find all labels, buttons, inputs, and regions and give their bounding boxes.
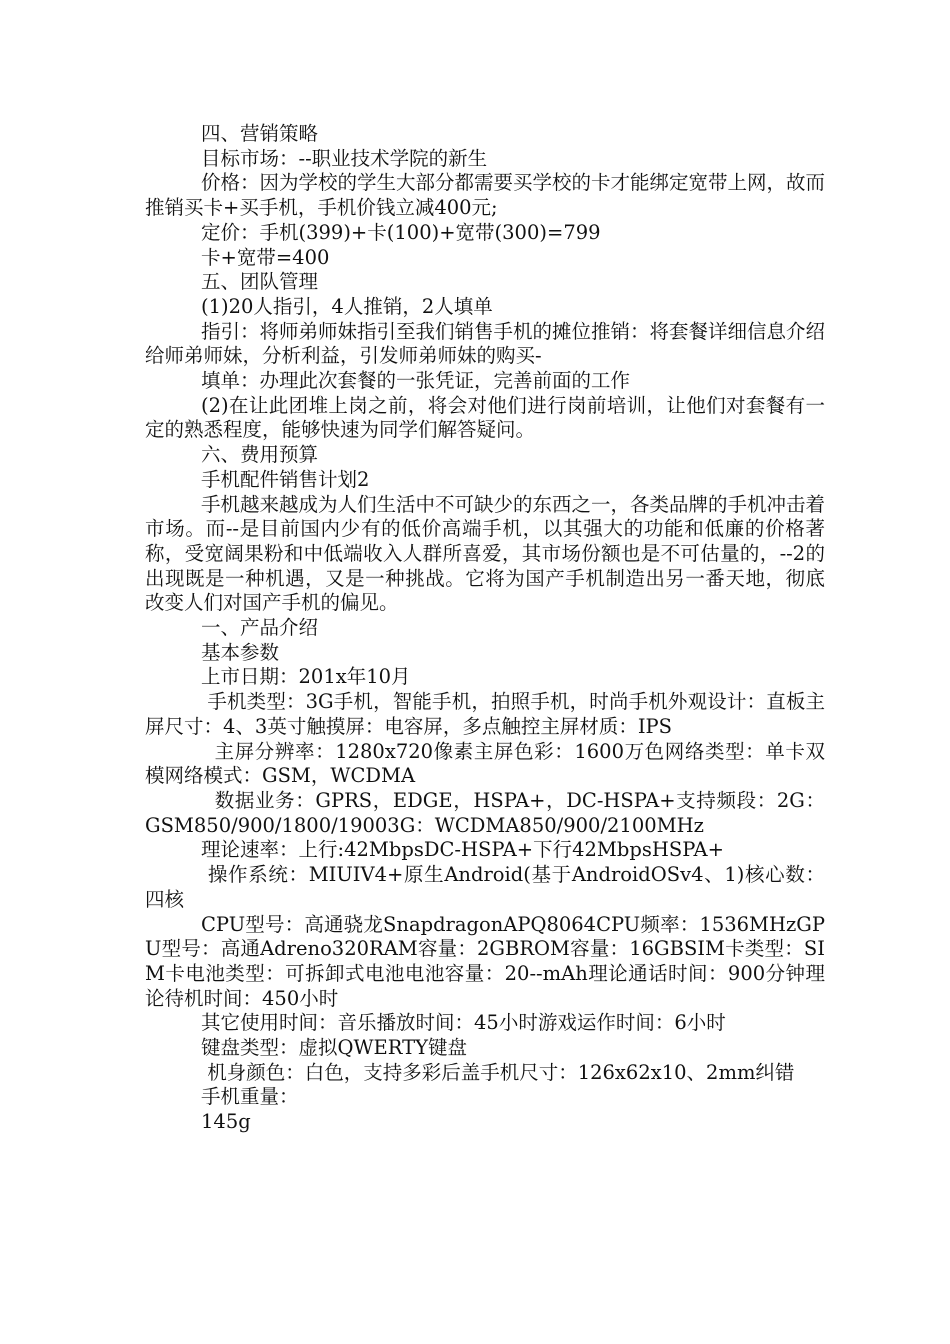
form-duty: 填单：办理此次套餐的一张凭证，完善前面的工作 [201,369,631,393]
price-paragraph: 价格：因为学校的学生大部分都需要买学校的卡才能绑定宽带上网，故而推销买卡+买手机，手机价钱立减400元; [145,171,826,220]
team-allocation: (1)20人指引，4人推销，2人填单 [201,294,493,318]
target-market: 目标市场：--职业技术学院的新生 [201,146,488,170]
heading-marketing-strategy: 四、营销策略 [201,122,319,145]
document-page [145,122,825,1135]
heading-budget: 六、费用预算 [201,443,319,467]
cpu-spec: CPU型号：高通骁龙SnapdragonAPQ8064CPU频率：1536MHzGPU型号：高通Adreno320RAM容量：2GBROM容量：16GBSIM卡类型：SIM卡电池类型：可拆卸式电池电池容量：20--mAh理论通话时间：900分钟理论待机时间：450小时 [145,912,825,1010]
card-broadband-price: 卡+宽带=400 [201,245,330,269]
os-spec: 操作系统：MIUIV4+原生Android(基于AndroidOSv4、1)核心数：四核 [145,863,825,911]
release-date: 上市日期：201x年10月 [201,665,411,689]
heading-product-intro: 一、产品介绍 [201,616,319,640]
heading-basic-params: 基本参数 [201,640,280,664]
keyboard-spec: 键盘类型：虚拟QWERTY键盘 [201,1036,467,1060]
data-service-spec: 数据业务：GPRS，EDGE，HSPA+，DC-HSPA+支持频段：2G：GSM850/900/1800/19003G：WCDMA850/900/2100MHz [145,788,825,837]
training-paragraph: (2)在让此团堆上岗之前，将会对他们进行岗前培训，让他们对套餐有一定的熟悉程度，能够快速为同学们解答疑问。 [145,393,825,442]
resolution-spec: 主屏分辨率：1280x720像素主屏色彩：1600万色网络类型：单卡双模网络模式：GSM，WCDMA [145,739,825,788]
heading-team-management: 五、团队管理 [201,270,319,294]
usage-time-spec: 其它使用时间：音乐播放时间：45小时游戏运作时间：6小时 [201,1011,726,1035]
guide-duty: 指引：将师弟师妹指引至我们销售手机的摊位推销：将套餐详细信息介绍给师弟师妹，分析利益，引发师弟师妹的购买- [145,319,826,368]
intro-paragraph: 手机越来越成为人们生活中不可缺少的东西之一，各类品牌的手机冲击着市场。而--是目前国内少有的低价高端手机，以其强大的功能和低廉的价格著称，受宽阔果粉和中低端收入人群所喜爱，其市场份额也是不可估量的，--2的出现既是一种机遇，又是一种挑战。它将为国产手机制造出另一番天地，彻底改变人们对国产手机的偏见。 [145,492,826,615]
weight-label: 手机重量： [201,1085,299,1109]
speed-spec: 理论速率：上行:42MbpsDC-HSPA+下行42MbpsHSPA+ [201,838,724,862]
body-color-spec: 机身颜色：白色，支持多彩后盖手机尺寸：126x62x10、2mm纠错 [201,1060,795,1084]
weight-value: 145g [201,1110,251,1134]
pricing-formula: 定价：手机(399)+卡(100)+宽带(300)=799 [201,220,601,244]
plan-title: 手机配件销售计划2 [201,467,370,491]
phone-type-spec: 手机类型：3G手机，智能手机，拍照手机，时尚手机外观设计：直板主屏尺寸：4、3英寸触摸屏：电容屏，多点触控主屏材质：IPS [145,690,826,738]
